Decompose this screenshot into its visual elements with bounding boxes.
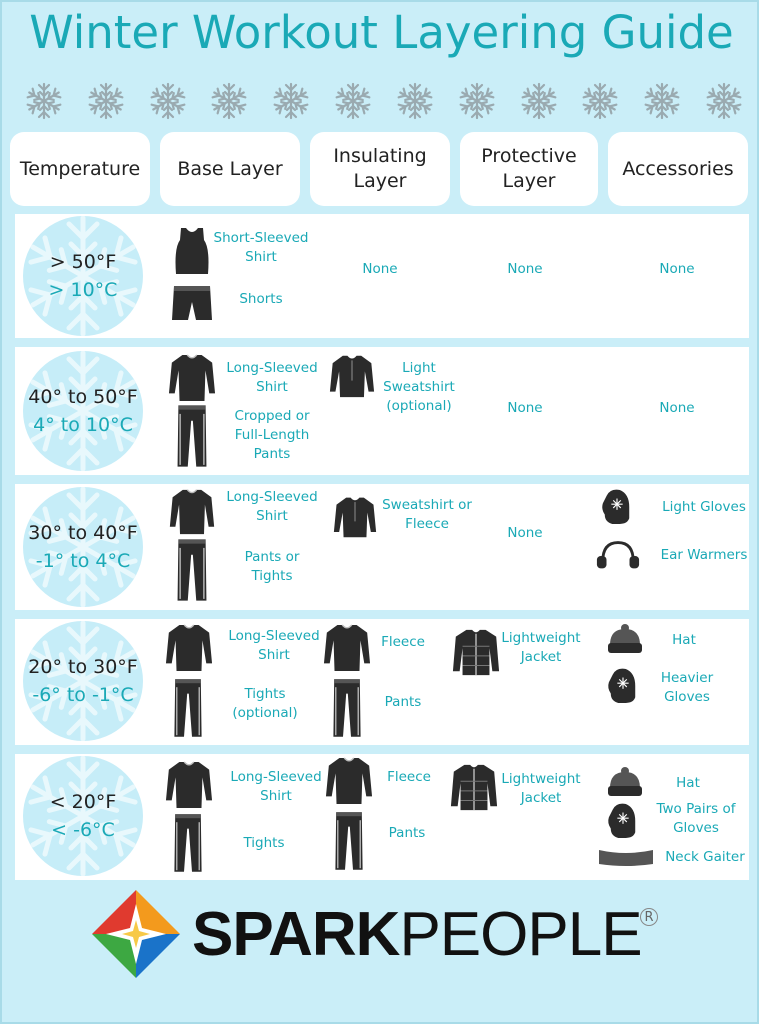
base-layer-item: Long-Sleeved Shirt — [228, 628, 320, 663]
sparkpeople-logo-icon — [90, 888, 182, 980]
accessory-item: Hat — [676, 775, 700, 791]
insulating-layer-item: Light Sweatshirt (optional) — [383, 360, 455, 414]
long-sleeve-shirt-icon — [165, 623, 213, 673]
temperature-celsius: 4° to 10°C — [33, 414, 133, 436]
base-layer-item: Cropped or Full-Length Pants — [234, 408, 310, 462]
snowflake-icon — [24, 81, 64, 121]
insulating-layer-item: None — [362, 261, 398, 277]
snowflake-border — [24, 78, 744, 124]
snowflake-icon — [395, 81, 435, 121]
mitten-icon — [607, 667, 639, 705]
accessory-item: Ear Warmers — [660, 547, 748, 563]
table-row — [15, 347, 749, 475]
base-layer-item: Shorts — [239, 291, 283, 307]
long-sleeve-shirt-icon — [325, 756, 373, 806]
temperature-fahrenheit: > 50°F — [49, 250, 117, 273]
accessory-item: None — [659, 261, 695, 277]
base-layer-item: Tights — [243, 835, 285, 851]
pants-icon — [172, 673, 204, 743]
header-insulating-layer: Insulating Layer — [310, 132, 450, 206]
mitten-icon — [607, 802, 639, 840]
accessory-item: Neck Gaiter — [665, 849, 745, 865]
long-sleeve-shirt-icon — [165, 760, 213, 810]
snowflake-icon — [642, 81, 682, 121]
sweatshirt-icon — [329, 353, 375, 399]
temperature-badge — [23, 621, 143, 741]
accessory-item: None — [659, 400, 695, 416]
registered-mark: R — [640, 908, 658, 926]
protective-layer-item: Lightweight Jacket — [501, 630, 581, 665]
table-row — [15, 484, 749, 610]
protective-layer-item: None — [507, 400, 543, 416]
temperature-badge — [23, 351, 143, 471]
pants-icon — [175, 401, 209, 471]
pants-icon — [331, 673, 363, 743]
temperature-celsius: -6° to -1°C — [32, 684, 134, 706]
page-title: Winter Workout Layering Guide — [29, 6, 734, 59]
base-layer-item: Pants or Tights — [244, 549, 300, 584]
base-layer-item: Short-Sleeved Shirt — [213, 230, 309, 265]
table-row — [15, 214, 749, 338]
pants-icon — [333, 806, 365, 876]
brand-wordmark — [192, 899, 642, 970]
brand-light: PEOPLE — [399, 900, 642, 969]
header-accessories: Accessories — [608, 132, 748, 206]
shorts-icon — [170, 284, 214, 322]
temperature-fahrenheit: 30° to 40°F — [28, 521, 138, 544]
accessory-item: Two Pairs of Gloves — [656, 801, 736, 836]
protective-layer-item: None — [507, 261, 543, 277]
insulating-layer-item: Pants — [384, 694, 422, 710]
jacket-icon — [449, 762, 499, 812]
long-sleeve-shirt-icon — [168, 488, 216, 536]
insulating-layer-item: Sweatshirt or Fleece — [382, 497, 472, 532]
base-layer-item: Tights (optional) — [232, 686, 298, 721]
snowflake-icon — [580, 81, 620, 121]
snowflake-icon — [704, 81, 744, 121]
pants-icon — [175, 534, 209, 606]
accessory-item: Light Gloves — [662, 499, 746, 515]
base-layer-item: Long-Sleeved Shirt — [226, 360, 318, 395]
base-layer-item: Long-Sleeved Shirt — [226, 489, 318, 524]
snowflake-icon — [333, 81, 373, 121]
table-row — [15, 619, 749, 745]
long-sleeve-shirt-icon — [168, 353, 216, 403]
insulating-layer-item: Pants — [388, 825, 426, 841]
protective-layer-item: Lightweight Jacket — [501, 771, 581, 806]
base-layer-item: Long-Sleeved Shirt — [230, 769, 322, 804]
temperature-celsius: -1° to 4°C — [35, 550, 131, 572]
long-sleeve-shirt-icon — [323, 623, 371, 673]
header-base-layer: Base Layer — [160, 132, 300, 206]
pants-icon — [172, 808, 204, 878]
jacket-icon — [451, 627, 501, 677]
snowflake-icon — [271, 81, 311, 121]
temperature-fahrenheit: < 20°F — [49, 790, 117, 813]
table-row — [15, 754, 749, 880]
protective-layer-item: None — [507, 525, 543, 541]
insulating-layer-item: Fleece — [387, 769, 431, 785]
snowflake-icon — [86, 81, 126, 121]
temperature-badge — [23, 487, 143, 607]
ear-warmers-icon — [595, 540, 641, 570]
insulating-layer-item: Fleece — [381, 634, 425, 650]
sweatshirt-icon — [333, 494, 377, 540]
temperature-fahrenheit: 40° to 50°F — [28, 385, 138, 408]
temperature-celsius: > 10°C — [48, 279, 118, 301]
snowflake-icon — [519, 81, 559, 121]
brand-bold: SPARK — [192, 900, 400, 969]
snowflake-icon — [209, 81, 249, 121]
snowflake-icon — [148, 81, 188, 121]
header-temperature: Temperature — [10, 132, 150, 206]
accessory-item: Heavier Gloves — [660, 670, 714, 705]
header-protective-layer: Protective Layer — [460, 132, 598, 206]
neck-gaiter-icon — [597, 846, 655, 866]
tank-top-icon — [170, 226, 214, 276]
accessory-item: Hat — [672, 632, 696, 648]
mitten-icon — [601, 488, 633, 526]
beanie-hat-icon — [605, 766, 645, 798]
temperature-badge — [23, 756, 143, 876]
temperature-celsius: < -6°C — [51, 819, 115, 841]
temperature-fahrenheit: 20° to 30°F — [28, 655, 138, 678]
beanie-hat-icon — [605, 623, 645, 655]
snowflake-icon — [457, 81, 497, 121]
temperature-badge — [23, 216, 143, 336]
